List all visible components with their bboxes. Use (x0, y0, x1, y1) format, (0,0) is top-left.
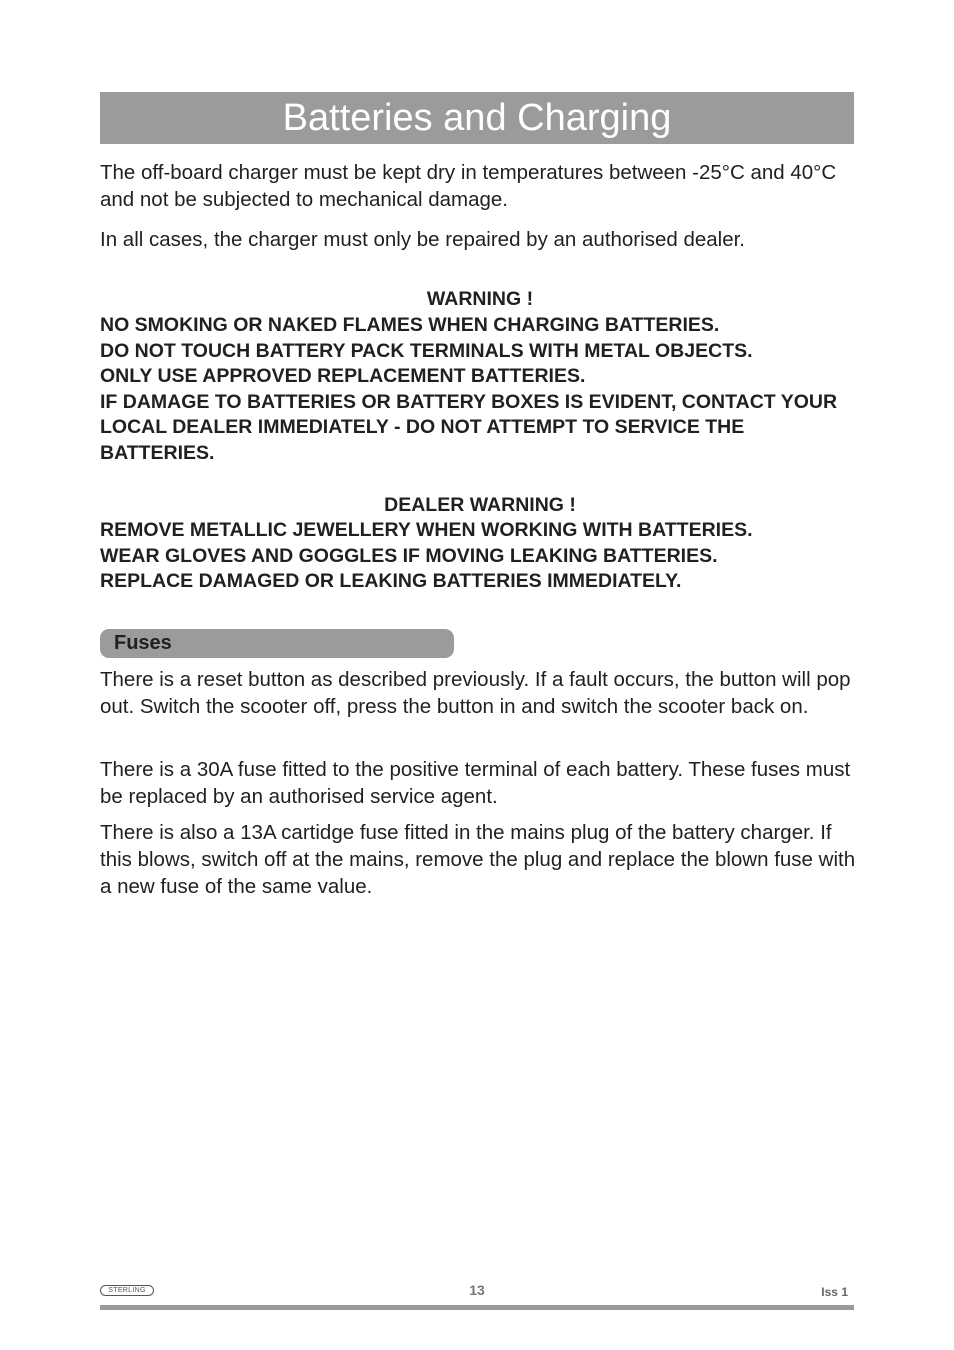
warning-text: NO SMOKING OR NAKED FLAMES WHEN CHARGING BATTERIES. DO NOT TOUCH BATTERY PACK TERMINALS WITH METAL OBJECTS. ONLY USE APPROVED REPLACEMENT BATTERIES. IF DAMAGE TO BATTERIES OR BATTERY BOXES IS EVIDENT, CONTACT YOUR LOCAL DEALER IMMEDIATELY - DO NOT ATTEMPT TO SERVICE THE BATTERIES. (100, 314, 838, 464)
intro-paragraph-1: The off-board charger must be kept dry in temperatures between -25°C and 40°C and not be subjected to mechanical damage. (100, 161, 837, 211)
fuses-paragraph-2: There is a 30A fuse fitted to the positive terminal of each battery. These fuses must be replaced by an authorised service agent. (100, 758, 851, 808)
intro-paragraph-2: In all cases, the charger must only be repaired by an authorised dealer. (100, 228, 745, 251)
fuses-section-heading: Fuses (100, 629, 454, 658)
fuses-paragraph-3: There is also a 13A cartidge fuse fitted in the mains plug of the battery charger. If this blows, switch off at the mains, remove the plug and replace the blown fuse with a new fuse of the same value. (100, 821, 856, 898)
footer-divider (100, 1305, 854, 1310)
page-number: 13 (469, 1282, 485, 1298)
issue-label: Iss 1 (821, 1285, 848, 1299)
warning-heading: WARNING ! (426, 288, 534, 310)
dealer-warning-heading: DEALER WARNING ! (384, 494, 576, 516)
page-title: Batteries and Charging (100, 92, 854, 144)
sterling-logo: STERLING (100, 1285, 154, 1296)
dealer-warning-text: REMOVE METALLIC JEWELLERY WHEN WORKING WITH BATTERIES. WEAR GLOVES AND GOGGLES IF MOVING LEAKING BATTERIES. REPLACE DAMAGED OR LEAKING BATTERIES IMMEDIATELY. (100, 519, 753, 593)
fuses-paragraph-1: There is a reset button as described previously. If a fault occurs, the button will pop out. Switch the scooter off, press the button in and switch the scooter back on. (100, 668, 851, 718)
